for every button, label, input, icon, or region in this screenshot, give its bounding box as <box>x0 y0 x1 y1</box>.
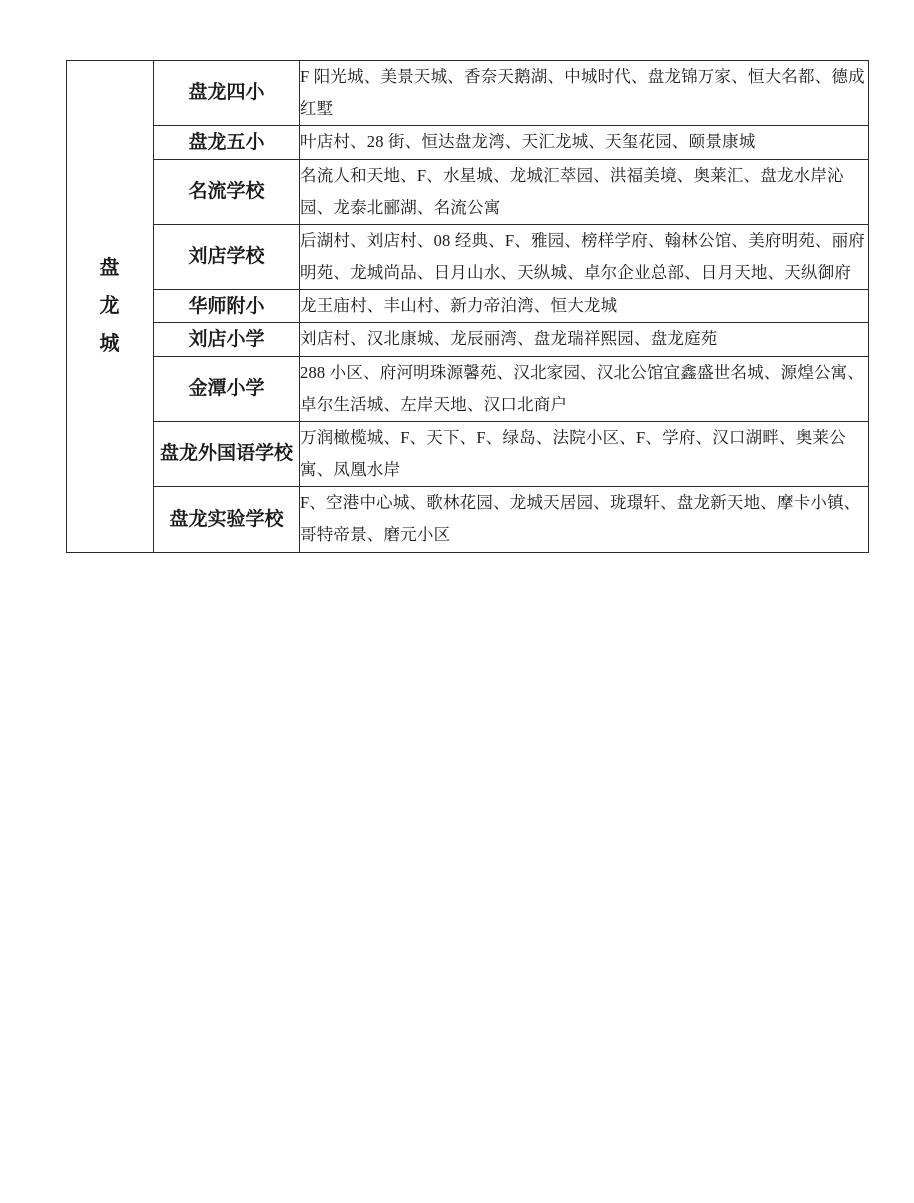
school-name-cell: 华师附小 <box>154 290 300 323</box>
district-cell <box>67 61 154 553</box>
areas-cell <box>300 159 869 224</box>
areas-text: 名流人和天地、F、水星城、龙城汇萃园、洪福美境、奥莱汇、盘龙水岸沁园、龙泰北郦湖、名流公寓 <box>300 165 844 217</box>
areas-cell <box>300 421 869 486</box>
areas-cell <box>300 61 869 126</box>
school-name-cell: 盘龙外国语学校 <box>154 421 300 486</box>
school-name-cell: 名流学校 <box>154 159 300 224</box>
areas-cell <box>300 356 869 421</box>
areas-text: F 阳光城、美景天城、香奈天鹅湖、中城时代、盘龙锦万家、恒大名都、德成红墅 <box>300 67 865 119</box>
school-name-cell: 刘店学校 <box>154 224 300 289</box>
areas-cell <box>300 487 869 552</box>
table-row <box>67 126 869 159</box>
areas-cell <box>300 323 869 356</box>
areas-text: 万润橄榄城、F、天下、F、绿岛、法院小区、F、学府、汉口湖畔、奥莱公寓、凤凰水岸 <box>300 427 846 480</box>
district-char: 城 <box>99 333 121 356</box>
table-row <box>67 323 869 356</box>
table-row <box>67 421 869 486</box>
areas-cell <box>300 290 869 323</box>
areas-cell <box>300 126 869 159</box>
areas-cell <box>300 224 869 289</box>
areas-text: 288 小区、府河明珠源馨苑、汉北家园、汉北公馆宜鑫盛世名城、源煌公寓、卓尔生活城、左岸天地、汉口北商户 <box>300 362 865 414</box>
table-body <box>67 61 869 553</box>
areas-text: F、空港中心城、歌林花园、龙城天居园、珑璟轩、盘龙新天地、摩卡小镇、哥特帝景、磨元小区 <box>300 493 861 545</box>
district-char: 盘 <box>99 257 121 280</box>
school-name-cell: 盘龙四小 <box>154 61 300 126</box>
table-row <box>67 224 869 289</box>
areas-text: 刘店村、汉北康城、龙辰丽湾、盘龙瑞祥熙园、盘龙庭苑 <box>300 329 718 349</box>
school-name-cell: 刘店小学 <box>154 323 300 356</box>
areas-text: 后湖村、刘店村、08 经典、F、雅园、榜样学府、翰林公馆、美府明苑、丽府明苑、龙城尚品、日月山水、天纵城、卓尔企业总部、日月天地、天纵御府 <box>300 230 866 283</box>
areas-text: 龙王庙村、丰山村、新力帝泊湾、恒大龙城 <box>300 296 618 316</box>
school-name-cell: 金潭小学 <box>154 356 300 421</box>
school-name-cell: 盘龙五小 <box>154 126 300 159</box>
table-row <box>67 159 869 224</box>
table-row <box>67 61 869 126</box>
school-name-cell: 盘龙实验学校 <box>154 487 300 552</box>
table-row <box>67 356 869 421</box>
areas-text: 叶店村、28 街、恒达盘龙湾、天汇龙城、天玺花园、颐景康城 <box>300 132 756 152</box>
district-char: 龙 <box>99 295 121 318</box>
table-row <box>67 290 869 323</box>
table-row <box>67 487 869 552</box>
school-enrollment-table <box>66 60 869 553</box>
